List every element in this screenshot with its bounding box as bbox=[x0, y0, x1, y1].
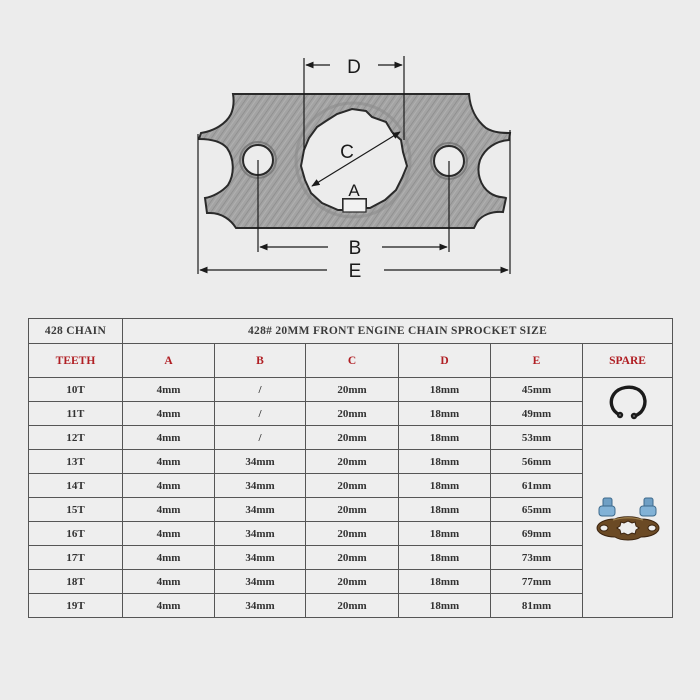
cell-a: 4mm bbox=[123, 474, 215, 498]
table-row bbox=[29, 570, 673, 594]
cell-d: 18mm bbox=[399, 450, 491, 474]
cell-b: 34mm bbox=[215, 570, 306, 594]
sprocket-plate bbox=[199, 94, 510, 228]
cell-d: 18mm bbox=[399, 426, 491, 450]
cell-b: 34mm bbox=[215, 594, 306, 618]
sprocket-dimension-diagram bbox=[0, 0, 700, 300]
cell-c: 20mm bbox=[306, 570, 399, 594]
cell-a: 4mm bbox=[123, 546, 215, 570]
spare-retainer-cell bbox=[583, 426, 673, 618]
cell-b: / bbox=[215, 378, 306, 402]
header-d: D bbox=[399, 344, 491, 378]
table-row bbox=[29, 498, 673, 522]
header-e: E bbox=[491, 344, 583, 378]
table-row bbox=[29, 522, 673, 546]
cell-d: 18mm bbox=[399, 594, 491, 618]
circlip-ring-icon bbox=[606, 382, 650, 422]
cell-d: 18mm bbox=[399, 570, 491, 594]
cell-teeth: 19T bbox=[29, 594, 123, 618]
cell-e: 81mm bbox=[491, 594, 583, 618]
cell-teeth: 18T bbox=[29, 570, 123, 594]
cell-c: 20mm bbox=[306, 474, 399, 498]
cell-teeth: 14T bbox=[29, 474, 123, 498]
label-d: D bbox=[347, 57, 361, 78]
table-row bbox=[29, 402, 673, 426]
cell-teeth: 11T bbox=[29, 402, 123, 426]
cell-d: 18mm bbox=[399, 378, 491, 402]
cell-c: 20mm bbox=[306, 378, 399, 402]
table-title: 428# 20MM FRONT ENGINE CHAIN SPROCKET SIZE bbox=[123, 319, 673, 344]
table-row bbox=[29, 546, 673, 570]
cell-b: 34mm bbox=[215, 522, 306, 546]
cell-a: 4mm bbox=[123, 402, 215, 426]
cell-b: 34mm bbox=[215, 546, 306, 570]
title-row bbox=[29, 319, 673, 344]
cell-a: 4mm bbox=[123, 426, 215, 450]
cell-teeth: 17T bbox=[29, 546, 123, 570]
table-row bbox=[29, 426, 673, 450]
cell-d: 18mm bbox=[399, 522, 491, 546]
label-b: B bbox=[348, 238, 362, 259]
cell-d: 18mm bbox=[399, 474, 491, 498]
sprocket-size-table bbox=[28, 318, 673, 618]
table-row bbox=[29, 450, 673, 474]
cell-e: 61mm bbox=[491, 474, 583, 498]
cell-c: 20mm bbox=[306, 522, 399, 546]
label-e: E bbox=[348, 261, 362, 282]
cell-teeth: 15T bbox=[29, 498, 123, 522]
header-a: A bbox=[123, 344, 215, 378]
cell-e: 77mm bbox=[491, 570, 583, 594]
cell-teeth: 13T bbox=[29, 450, 123, 474]
cell-c: 20mm bbox=[306, 498, 399, 522]
cell-c: 20mm bbox=[306, 402, 399, 426]
header-spare: SPARE bbox=[583, 344, 673, 378]
cell-e: 65mm bbox=[491, 498, 583, 522]
retainer-plate-bolts-icon bbox=[593, 492, 663, 552]
cell-e: 53mm bbox=[491, 426, 583, 450]
cell-a: 4mm bbox=[123, 450, 215, 474]
cell-a: 4mm bbox=[123, 378, 215, 402]
cell-a: 4mm bbox=[123, 498, 215, 522]
cell-c: 20mm bbox=[306, 546, 399, 570]
cell-a: 4mm bbox=[123, 594, 215, 618]
cell-e: 49mm bbox=[491, 402, 583, 426]
cell-d: 18mm bbox=[399, 402, 491, 426]
table-row bbox=[29, 378, 673, 402]
table-row bbox=[29, 594, 673, 618]
cell-b: / bbox=[215, 426, 306, 450]
bolt-icon-right bbox=[640, 498, 656, 516]
label-c: C bbox=[340, 142, 354, 163]
cell-e: 69mm bbox=[491, 522, 583, 546]
cell-e: 45mm bbox=[491, 378, 583, 402]
cell-b: 34mm bbox=[215, 450, 306, 474]
header-c: C bbox=[306, 344, 399, 378]
cell-b: 34mm bbox=[215, 474, 306, 498]
cell-c: 20mm bbox=[306, 594, 399, 618]
cell-a: 4mm bbox=[123, 570, 215, 594]
header-row bbox=[29, 344, 673, 378]
bolt-icon-left bbox=[599, 498, 615, 516]
cell-teeth: 16T bbox=[29, 522, 123, 546]
keyway-tab-a bbox=[343, 199, 366, 212]
header-teeth: TEETH bbox=[29, 344, 123, 378]
cell-teeth: 12T bbox=[29, 426, 123, 450]
cell-d: 18mm bbox=[399, 546, 491, 570]
cell-b: / bbox=[215, 402, 306, 426]
dimension-c bbox=[312, 132, 400, 186]
cell-e: 56mm bbox=[491, 450, 583, 474]
table-row bbox=[29, 474, 673, 498]
cell-b: 34mm bbox=[215, 498, 306, 522]
cell-e: 73mm bbox=[491, 546, 583, 570]
cell-teeth: 10T bbox=[29, 378, 123, 402]
cell-d: 18mm bbox=[399, 498, 491, 522]
cell-c: 20mm bbox=[306, 450, 399, 474]
cell-a: 4mm bbox=[123, 522, 215, 546]
chain-label: 428 CHAIN bbox=[29, 319, 123, 344]
label-a: A bbox=[348, 181, 360, 200]
cell-c: 20mm bbox=[306, 426, 399, 450]
header-b: B bbox=[215, 344, 306, 378]
spare-circlip-cell bbox=[583, 378, 673, 426]
